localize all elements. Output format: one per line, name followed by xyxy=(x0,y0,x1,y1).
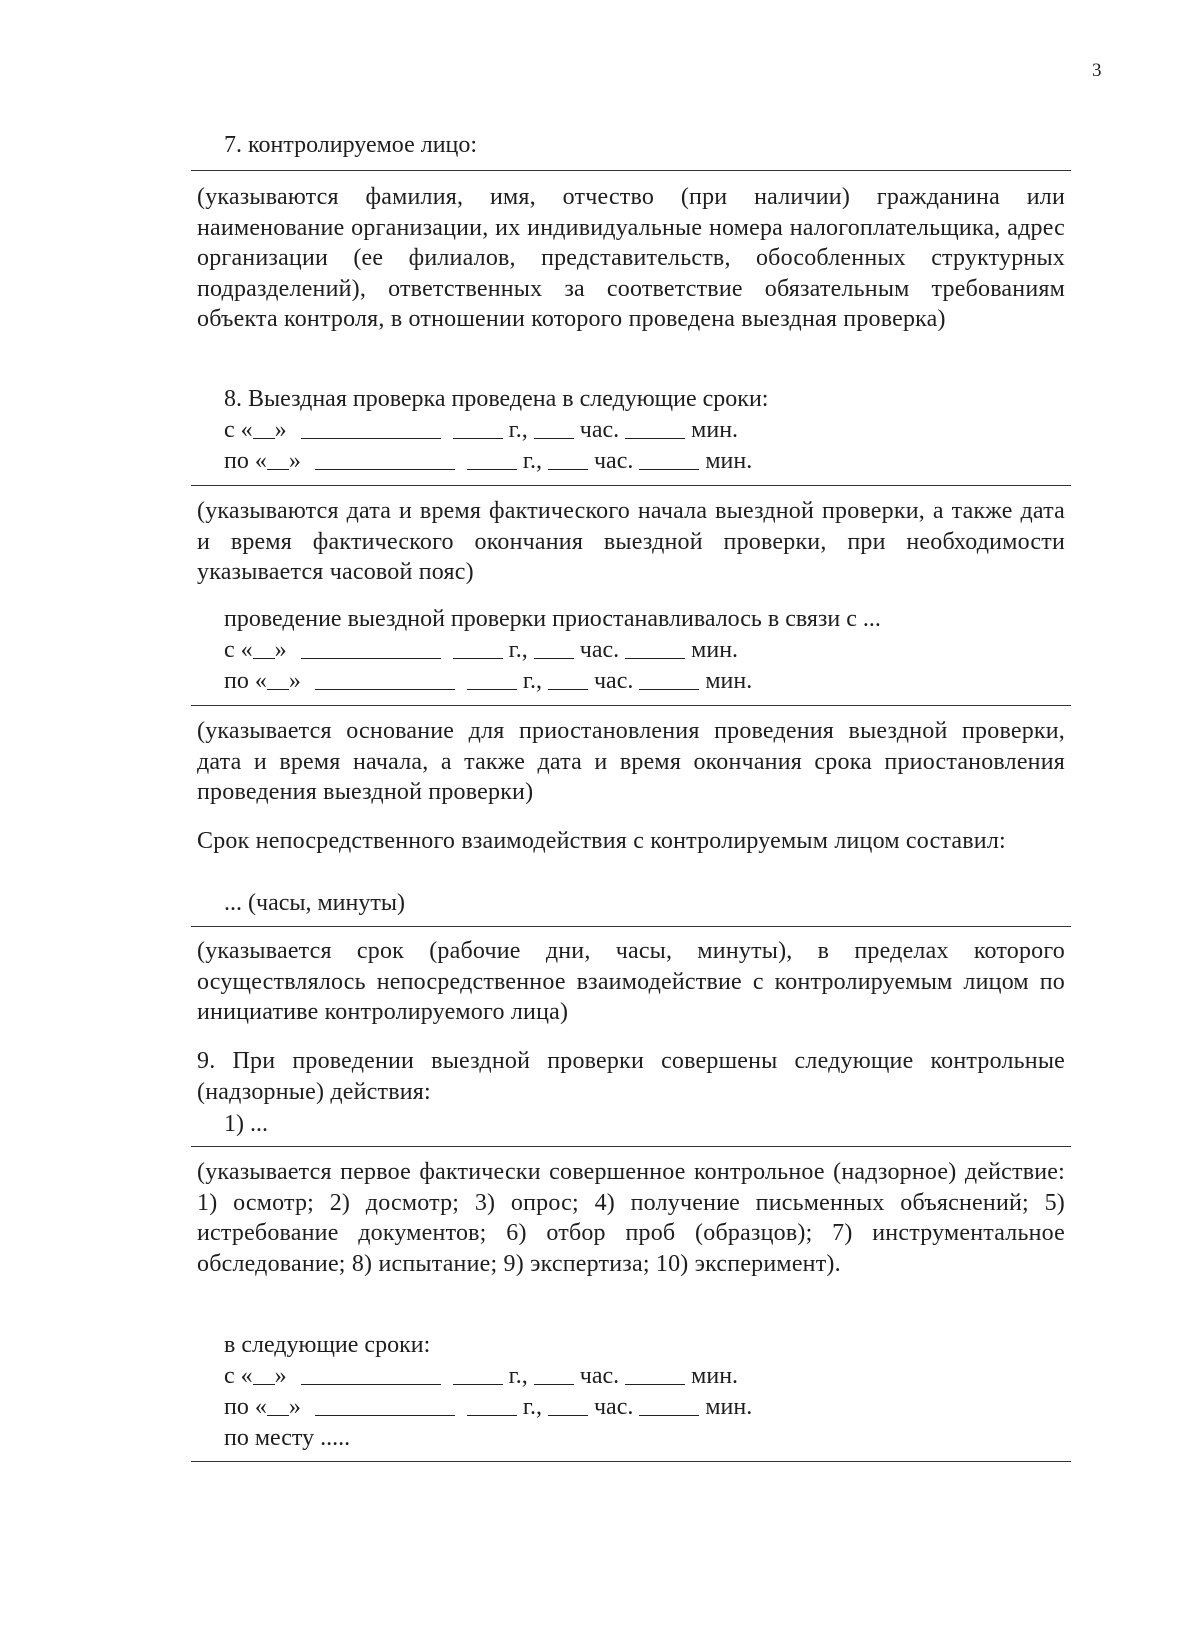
month-blank xyxy=(315,1393,455,1416)
year-suffix: г., xyxy=(522,448,542,474)
section7-title: 7. контролируемое лицо: xyxy=(224,132,478,158)
date-to-row xyxy=(224,446,752,476)
minute-suffix: мин. xyxy=(705,1394,753,1420)
section8-title: 8. Выездная проверка проведена в следующие сроки: xyxy=(224,386,769,412)
fill-line xyxy=(191,1146,1071,1147)
year-blank xyxy=(467,667,517,690)
hour-suffix: час. xyxy=(579,417,620,443)
hour-suffix: час. xyxy=(593,668,634,694)
minute-blank xyxy=(639,447,699,470)
hour-suffix: час. xyxy=(579,1363,620,1389)
day-blank xyxy=(253,636,275,659)
suspension-to-row xyxy=(224,666,752,696)
minute-suffix: мин. xyxy=(691,417,739,443)
quote-close: » xyxy=(274,1363,287,1389)
section9-title: 9. При проведении выездной проверки совершены следующие контрольные (надзорные) действия: xyxy=(197,1048,1065,1105)
minute-suffix: мин. xyxy=(705,668,753,694)
quote-close: » xyxy=(274,637,287,663)
hour-blank xyxy=(534,1362,574,1385)
day-blank xyxy=(267,667,289,690)
section7-note: (указываются фамилия, имя, отчество (при наличии) гражданина или наименование организации, их индивидуальные номера налогоплательщика, адрес организации (ее филиалов, представительств, обособленных структурных подразделений), ответственных за соответствие обязательным требованиям объекта контроля, в отношении которого проведена выездная проверка) xyxy=(197,184,1065,332)
interaction-value: ... (часы, минуты) xyxy=(224,890,405,916)
year-suffix: г., xyxy=(522,668,542,694)
hour-blank xyxy=(534,416,574,439)
month-blank xyxy=(301,416,441,439)
date-from-prefix: с « xyxy=(224,637,253,663)
terms-from-row xyxy=(224,1361,738,1391)
day-blank xyxy=(267,447,289,470)
section9-item1: 1) ... xyxy=(224,1111,268,1137)
day-blank xyxy=(267,1393,289,1416)
fill-line xyxy=(191,926,1071,927)
year-suffix: г., xyxy=(508,417,528,443)
suspension-text: проведение выездной проверки приостанавливалось в связи с ... xyxy=(224,606,881,632)
minute-suffix: мин. xyxy=(691,637,739,663)
suspension-note: (указывается основание для приостановления проведения выездной проверки, дата и время начала, а также дата и время окончания срока приостановления проведения выездной проверки) xyxy=(197,718,1065,805)
date-from-prefix: с « xyxy=(224,417,253,443)
day-blank xyxy=(253,1362,275,1385)
year-suffix: г., xyxy=(522,1394,542,1420)
date-from-row xyxy=(224,415,738,445)
date-to-prefix: по « xyxy=(224,668,267,694)
page-number: 3 xyxy=(1092,60,1102,81)
month-blank xyxy=(315,447,455,470)
hour-suffix: час. xyxy=(579,637,620,663)
fill-line xyxy=(191,1461,1071,1462)
hour-blank xyxy=(548,1393,588,1416)
fill-line xyxy=(191,485,1071,486)
hour-blank xyxy=(534,636,574,659)
quote-close: » xyxy=(288,668,301,694)
date-from-prefix: с « xyxy=(224,1363,253,1389)
section8-note: (указываются дата и время фактического начала выездной проверки, а также дата и время фактического окончания выездной проверки, при необходимости указывается часовой пояс) xyxy=(197,498,1065,585)
date-to-prefix: по « xyxy=(224,1394,267,1420)
hour-blank xyxy=(548,447,588,470)
suspension-from-row xyxy=(224,635,738,665)
year-blank xyxy=(453,1362,503,1385)
year-blank xyxy=(467,1393,517,1416)
month-blank xyxy=(301,636,441,659)
year-suffix: г., xyxy=(508,637,528,663)
minute-blank xyxy=(625,416,685,439)
terms-label: в следующие сроки: xyxy=(224,1332,431,1358)
hour-suffix: час. xyxy=(593,1394,634,1420)
hour-suffix: час. xyxy=(593,448,634,474)
year-blank xyxy=(467,447,517,470)
month-blank xyxy=(301,1362,441,1385)
interaction-text: Срок непосредственного взаимодействия с контролируемым лицом составил: xyxy=(197,828,1006,854)
terms-to-row xyxy=(224,1392,752,1422)
quote-close: » xyxy=(274,417,287,443)
quote-close: » xyxy=(288,1394,301,1420)
minute-blank xyxy=(625,636,685,659)
year-blank xyxy=(453,416,503,439)
minute-blank xyxy=(639,1393,699,1416)
minute-blank xyxy=(625,1362,685,1385)
interaction-note: (указывается срок (рабочие дни, часы, минуты), в пределах которого осуществлялось непосредственное взаимодействие с контролируемым лицом по инициативе контролируемого лица) xyxy=(197,938,1065,1025)
day-blank xyxy=(253,416,275,439)
year-suffix: г., xyxy=(508,1363,528,1389)
fill-line xyxy=(191,170,1071,171)
quote-close: » xyxy=(288,448,301,474)
place-text: по месту ..... xyxy=(224,1425,351,1451)
section9-note: (указывается первое фактически совершенное контрольное (надзорное) действие: 1) осмотр; 2) досмотр; 3) опрос; 4) получение письменных объяснений; 5) истребование документов; 6) отбор проб (образцов); 7) инструментальное обследование; 8) испытание; 9) экспертиза; 10) эксперимент). xyxy=(197,1159,1065,1277)
year-blank xyxy=(453,636,503,659)
month-blank xyxy=(315,667,455,690)
minute-suffix: мин. xyxy=(691,1363,739,1389)
minute-suffix: мин. xyxy=(705,448,753,474)
fill-line xyxy=(191,705,1071,706)
date-to-prefix: по « xyxy=(224,448,267,474)
hour-blank xyxy=(548,667,588,690)
minute-blank xyxy=(639,667,699,690)
